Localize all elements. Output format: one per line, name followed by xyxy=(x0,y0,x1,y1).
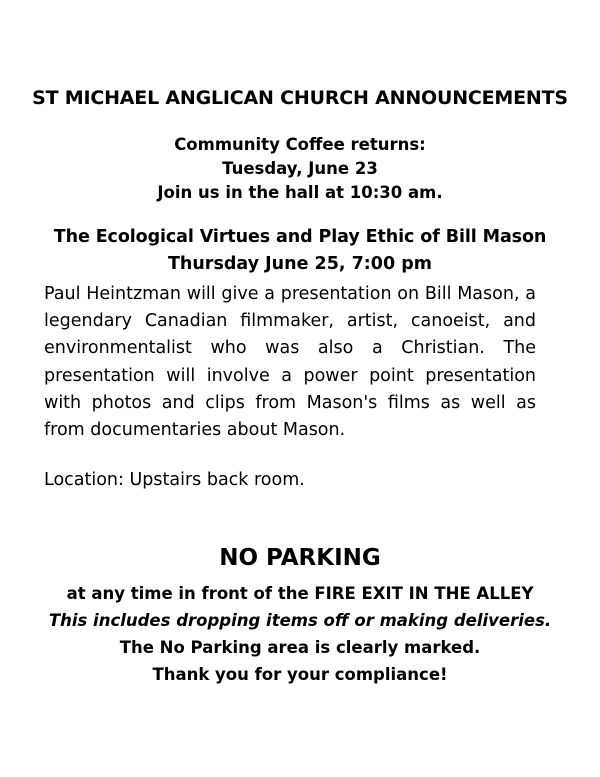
no-parking-line-marked: The No Parking area is clearly marked. xyxy=(119,638,481,657)
event-title: The Ecological Virtues and Play Ethic of Bill Mason xyxy=(53,227,547,247)
no-parking-line-deliveries: This includes dropping items off or making deliveries. xyxy=(48,611,552,630)
coffee-details: Join us in the hall at 10:30 am. xyxy=(157,183,443,202)
no-parking-title: NO PARKING xyxy=(219,545,381,571)
no-parking-notice xyxy=(0,580,600,688)
coffee-announcement xyxy=(0,133,600,205)
no-parking-line-location: at any time in front of the FIRE EXIT IN THE ALLEY xyxy=(66,584,534,603)
event-date: Thursday June 25, 7:00 pm xyxy=(167,254,433,274)
event-description: Paul Heintzman will give a presentation on Bill Mason, a legendary Canadian filmmaker, artist, canoeist, and environmentalist who was also a Christian. The presentation will involve a power point presentation with photos and clips from Mason's films as well as from documentaries about Mason. xyxy=(44,284,536,441)
event-location: Location: Upstairs back room. xyxy=(44,470,305,490)
page-title: ST MICHAEL ANGLICAN CHURCH ANNOUNCEMENTS xyxy=(32,87,568,109)
no-parking-line-thanks: Thank you for your compliance! xyxy=(152,665,448,684)
coffee-date: Tuesday, June 23 xyxy=(222,159,378,178)
coffee-heading: Community Coffee returns: xyxy=(174,135,426,154)
